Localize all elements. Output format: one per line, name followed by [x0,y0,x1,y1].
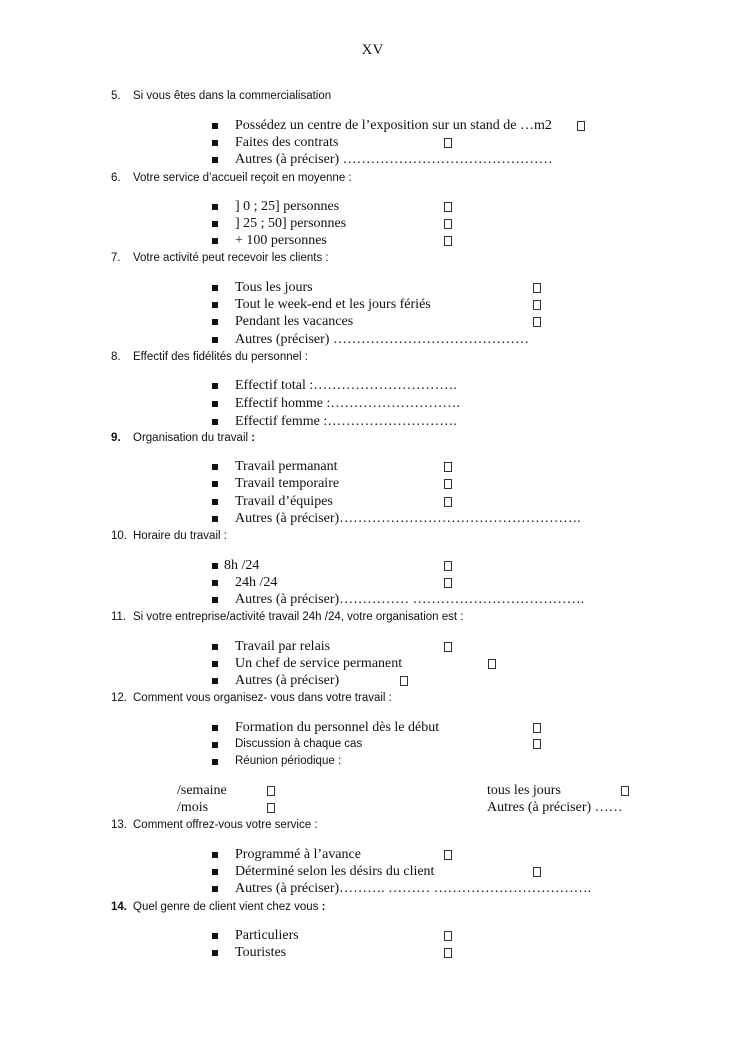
option-text: ] 0 ; 25] personnes [235,199,340,214]
question-8 [111,351,308,363]
bullet [212,597,218,603]
question-number: 7. [111,252,121,264]
bullet [212,337,218,343]
question-number: 11. [111,611,127,623]
bullet [212,221,218,227]
question-text: Si vous êtes dans la commercialisation [133,90,332,102]
bullet [212,499,218,505]
option-text: Effectif homme :………………………. [235,396,460,411]
bullet [212,933,218,939]
frequency-daily: tous les jours [487,783,561,798]
question-14 [111,901,325,913]
option-text: Touristes [235,945,287,960]
option-text: Travail permanant [235,459,338,474]
bullet [212,852,218,858]
bullet [212,383,218,389]
question-5 [111,90,331,102]
question-colon: : [251,432,256,444]
checkbox[interactable] [444,561,452,571]
checkbox[interactable] [444,497,452,507]
checkbox[interactable] [400,676,408,686]
option-text: Travail temporaire [235,476,340,491]
option-text: 8h /24 [224,558,260,573]
checkbox[interactable] [533,739,541,749]
option-text: Autres (à préciser)……………………………………………. [235,511,581,526]
bullet [212,742,218,748]
option-text: Discussion à chaque cas [235,738,363,750]
bullet [212,886,218,892]
bullet [212,464,218,470]
checkbox[interactable] [444,219,452,229]
question-text: Effectif des fidélités du personnel : [133,351,308,363]
question-7 [111,252,329,264]
bullet [212,725,218,731]
bullet [212,580,218,586]
option-text: Pendant les vacances [235,314,354,329]
checkbox[interactable] [621,786,629,796]
question-13 [111,819,318,831]
bullet [212,123,218,129]
frequency-month: /mois [177,800,209,815]
option-text: Autres (à préciser)…………… ………………………………. [235,592,585,607]
checkbox[interactable] [444,202,452,212]
bullet [212,950,218,956]
bullet [212,157,218,163]
bullet [212,140,218,146]
option-text: Travail d’équipes [235,494,333,509]
question-9 [111,432,255,444]
checkbox[interactable] [533,867,541,877]
checkbox[interactable] [267,786,275,796]
checkbox[interactable] [444,578,452,588]
option-text: Déterminé selon les désirs du client [235,864,435,879]
bullet [212,285,218,291]
option-text: 24h /24 [235,575,278,590]
option-text: Formation du personnel dès le début [235,720,440,735]
checkbox[interactable] [444,931,452,941]
question-text: Si votre entreprise/activité travail 24h /24, votre organisation est : [133,611,464,623]
option-text: + 100 personnes [235,233,327,248]
checkbox[interactable] [577,121,585,131]
option-text: Possédez un centre de l’exposition sur un stand de …m2 [235,118,552,133]
bullet [212,481,218,487]
question-number: 12. [111,692,127,704]
checkbox[interactable] [444,479,452,489]
frequency-other: Autres (à préciser) …… [487,800,623,815]
question-text: Comment vous organisez- vous dans votre travail : [133,692,392,704]
option-text: Travail par relais [235,639,331,654]
checkbox[interactable] [444,138,452,148]
checkbox[interactable] [444,462,452,472]
option-text: Faites des contrats [235,135,339,150]
option-text: Un chef de service permanent [235,656,403,671]
option-text: ] 25 ; 50] personnes [235,216,347,231]
question-10 [111,530,227,542]
question-number: 14. [111,901,127,913]
option-text: Effectif total :…………………………. [235,378,457,393]
checkbox[interactable] [533,300,541,310]
bullet [212,302,218,308]
checkbox[interactable] [533,723,541,733]
question-text: Horaire du travail : [133,530,227,542]
question-text: Organisation du travail [133,432,249,444]
bullet [212,563,218,569]
option-text: Réunion périodique : [235,755,342,767]
bullet [212,644,218,650]
question-text: Quel genre de client vient chez vous [133,901,319,913]
option-text: Tous les jours [235,280,313,295]
checkbox[interactable] [267,803,275,813]
checkbox[interactable] [444,948,452,958]
question-text: Votre service d’accueil reçoit en moyenne : [133,172,352,184]
bullet [212,869,218,875]
option-text: Programmé à l’avance [235,847,361,862]
question-number: 8. [111,351,121,363]
frequency-week: /semaine [177,783,227,798]
option-text: Autres (à préciser) ……………………………………… [235,152,553,167]
question-number: 6. [111,172,121,184]
question-text: Votre activité peut recevoir les clients : [133,252,329,264]
bullet [212,204,218,210]
bullet [212,759,218,765]
option-text: Autres (à préciser)………. ……… ……………………………. [235,881,592,896]
question-number: 10. [111,530,127,542]
checkbox[interactable] [444,236,452,246]
bullet [212,419,218,425]
bullet [212,516,218,522]
bullet [212,661,218,667]
option-text: Autres (préciser) …………………………………… [235,332,529,347]
question-number: 5. [111,90,121,102]
bullet [212,678,218,684]
question-12 [111,692,392,704]
checkbox[interactable] [533,317,541,327]
option-text: Particuliers [235,928,299,943]
option-text: Autres (à préciser) [235,673,340,688]
checkbox[interactable] [444,850,452,860]
page-number: XV [361,42,384,58]
question-text: Comment offrez-vous votre service : [133,819,318,831]
checkbox[interactable] [533,283,541,293]
question-colon: : [321,901,326,913]
question-6 [111,172,352,184]
option-text: Tout le week-end et les jours fériés [235,297,431,312]
bullet [212,238,218,244]
question-number: 13. [111,819,127,831]
checkbox[interactable] [488,659,496,669]
bullet [212,319,218,325]
bullet [212,401,218,407]
option-text: Effectif femme :………………………. [235,414,457,429]
checkbox[interactable] [444,642,452,652]
question-number: 9. [111,432,121,444]
question-11 [111,611,463,623]
